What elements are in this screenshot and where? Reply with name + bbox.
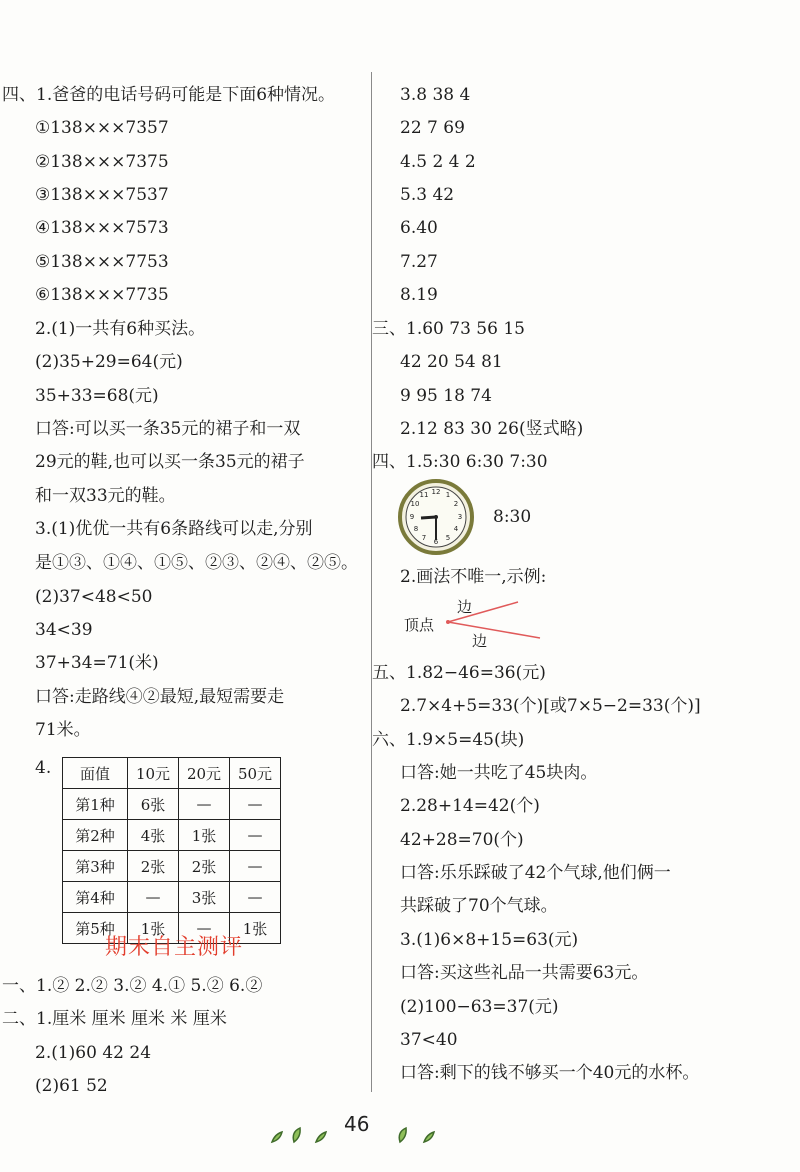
q2-part2-line1: (2)35+29=64(元) xyxy=(35,352,183,372)
svg-text:6: 6 xyxy=(433,538,439,546)
section-3-line3: 9 95 18 74 xyxy=(400,386,492,406)
section-6-answer4: 口答:剩下的钱不够买一个40元的水杯。 xyxy=(400,1063,700,1083)
table-cell: 第1种 xyxy=(63,789,128,820)
section-6-answer1: 口答:她一共吃了45块肉。 xyxy=(400,763,598,783)
table-cell: — xyxy=(179,789,230,820)
section-3-line1: 三、1.60 73 56 15 xyxy=(372,319,525,339)
table-cell: 6张 xyxy=(128,789,179,820)
q4-1-intro: 四、1.爸爸的电话号码可能是下面6种情况。 xyxy=(2,85,336,105)
phone-option-1: ①138×××7357 xyxy=(35,118,169,138)
page-number: 46 xyxy=(344,1112,370,1136)
column-divider xyxy=(371,72,372,1092)
section-4-line1: 四、1.5:30 6:30 7:30 xyxy=(372,452,548,472)
table-cell: — xyxy=(230,851,281,882)
table-cell: 4张 xyxy=(128,820,179,851)
phone-option-4: ④138×××7573 xyxy=(35,218,169,238)
final-section-1: 一、1.② 2.② 3.② 4.① 5.② 6.② xyxy=(2,976,263,996)
table-header-cell: 20元 xyxy=(179,758,230,789)
svg-text:1: 1 xyxy=(445,491,451,499)
q3-answer-line1: 口答:走路线④②最短,最短需要走 xyxy=(35,687,285,707)
clock-time-label: 8:30 xyxy=(493,507,532,527)
table-cell: 1张 xyxy=(128,913,179,944)
section-4-line2: 2.画法不唯一,示例: xyxy=(400,567,547,587)
table-cell: — xyxy=(230,882,281,913)
table-row xyxy=(63,851,281,882)
svg-text:11: 11 xyxy=(419,491,429,499)
table-cell: — xyxy=(179,913,230,944)
q2-part2-line2: 35+33=68(元) xyxy=(35,386,159,406)
table-header-cell: 50元 xyxy=(230,758,281,789)
svg-text:7: 7 xyxy=(421,534,427,542)
final-section-2-line1: 二、1.厘米 厘米 厘米 米 厘米 xyxy=(2,1009,227,1029)
table-cell: 第2种 xyxy=(63,820,128,851)
section-6-line5: (2)100−63=37(元) xyxy=(400,997,559,1017)
section-6-answer2-line2: 共踩破了70个气球。 xyxy=(400,896,558,916)
table-cell: — xyxy=(128,882,179,913)
table-cell: — xyxy=(230,820,281,851)
phone-option-3: ③138×××7537 xyxy=(35,185,169,205)
table-cell: 3张 xyxy=(179,882,230,913)
section-3-line4: 2.12 83 30 26(竖式略) xyxy=(400,419,584,439)
svg-text:2: 2 xyxy=(453,500,459,508)
section-5-line2: 2.7×4+5=33(个)[或7×5−2=33(个)] xyxy=(400,696,701,716)
section-6-line1: 六、1.9×5=45(块) xyxy=(372,730,525,750)
section-6-answer2-line1: 口答:乐乐踩破了42个气球,他们俩一 xyxy=(400,863,671,883)
q2-answer-line2: 29元的鞋,也可以买一条35元的裙子 xyxy=(35,452,305,472)
table-header-row xyxy=(63,758,281,789)
section-3-line2: 42 20 54 81 xyxy=(400,352,503,372)
table-cell: 1张 xyxy=(230,913,281,944)
table-cell: 2张 xyxy=(128,851,179,882)
right-line-1: 3.8 38 4 xyxy=(400,85,471,105)
right-line-3: 4.5 2 4 2 xyxy=(400,152,476,172)
q3-part1-line2: 是①③、①④、①⑤、②③、②④、②⑤。 xyxy=(35,553,358,573)
right-line-4: 5.3 42 xyxy=(400,185,455,205)
q2-part1: 2.(1)一共有6种买法。 xyxy=(35,319,206,339)
table-cell: 2张 xyxy=(179,851,230,882)
svg-text:4: 4 xyxy=(453,525,459,533)
angle-side-label-bottom: 边 xyxy=(472,632,488,650)
table-row xyxy=(63,820,281,851)
section-6-line2: 2.28+14=42(个) xyxy=(400,796,540,816)
svg-text:12: 12 xyxy=(431,488,441,496)
svg-text:10: 10 xyxy=(410,500,420,508)
q3-part2-line1: (2)37<48<50 xyxy=(35,587,153,607)
section-6-line4: 3.(1)6×8+15=63(元) xyxy=(400,930,579,950)
svg-text:3: 3 xyxy=(457,513,463,521)
table-header-cell: 面值 xyxy=(63,758,128,789)
right-line-5: 6.40 xyxy=(400,218,438,238)
phone-option-5: ⑤138×××7753 xyxy=(35,252,169,272)
banknote-table xyxy=(62,757,281,944)
phone-option-6: ⑥138×××7735 xyxy=(35,285,169,305)
q3-part1-line1: 3.(1)优优一共有6条路线可以走,分别 xyxy=(35,519,313,539)
angle-side-label-top: 边 xyxy=(457,598,473,616)
table-row xyxy=(63,789,281,820)
right-line-7: 8.19 xyxy=(400,285,438,305)
final-section-2-line2: 2.(1)60 42 24 xyxy=(35,1043,152,1063)
q2-answer-line3: 和一双33元的鞋。 xyxy=(35,486,176,506)
q3-answer-line2: 71米。 xyxy=(35,720,91,740)
section-title: 期末自主测评 xyxy=(105,935,244,960)
svg-text:8: 8 xyxy=(413,525,419,533)
final-section-2-line3: (2)61 52 xyxy=(35,1076,108,1096)
table-row xyxy=(63,882,281,913)
right-line-6: 7.27 xyxy=(400,252,438,272)
table-cell: 1张 xyxy=(179,820,230,851)
q2-answer-line1: 口答:可以买一条35元的裙子和一双 xyxy=(35,419,301,439)
svg-text:9: 9 xyxy=(409,513,415,521)
clock-face-icon xyxy=(397,478,475,556)
phone-option-2: ②138×××7375 xyxy=(35,152,169,172)
section-6-line3: 42+28=70(个) xyxy=(400,830,524,850)
angle-vertex-label: 顶点 xyxy=(404,616,435,634)
section-5-line1: 五、1.82−46=36(元) xyxy=(372,663,546,683)
svg-text:5: 5 xyxy=(445,534,451,542)
table-cell: 第3种 xyxy=(63,851,128,882)
q3-part2-line2: 34<39 xyxy=(35,620,93,640)
table-cell: 第5种 xyxy=(63,913,128,944)
q3-part2-line3: 37+34=71(米) xyxy=(35,653,159,673)
q4-label: 4. xyxy=(35,758,52,778)
right-line-2: 22 7 69 xyxy=(400,118,465,138)
table-cell: — xyxy=(230,789,281,820)
table-header-cell: 10元 xyxy=(128,758,179,789)
section-6-line6: 37<40 xyxy=(400,1030,458,1050)
table-cell: 第4种 xyxy=(63,882,128,913)
section-6-answer3: 口答:买这些礼品一共需要63元。 xyxy=(400,963,649,983)
